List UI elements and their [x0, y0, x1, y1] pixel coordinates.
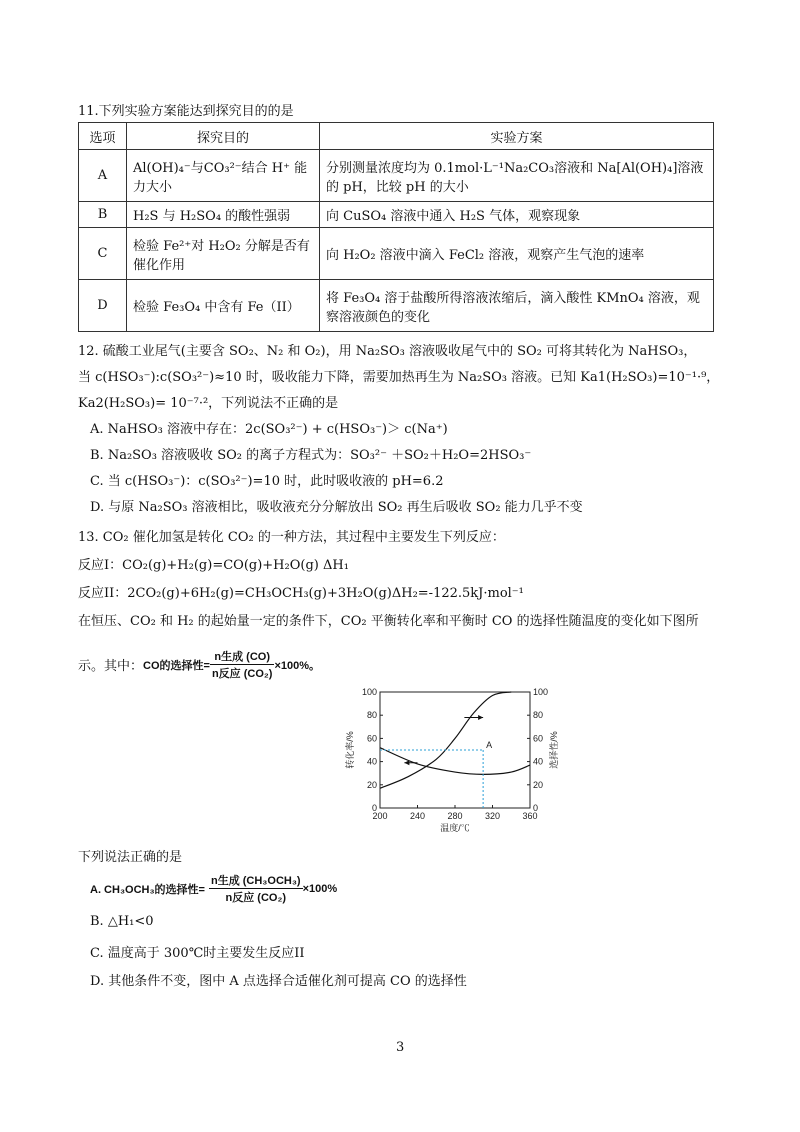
y-tick-label-right: 20 — [533, 779, 544, 790]
y-tick-label-right: 40 — [533, 756, 544, 767]
table-row — [79, 228, 714, 280]
x-tick-label: 360 — [522, 811, 538, 821]
row-goal: 检验 Fe₃O₄ 中含有 Fe（II） — [127, 280, 320, 332]
row-plan: 向 CuSO₄ 溶液中通入 H₂S 气体，观察现象 — [320, 202, 714, 228]
q12-option-d: D. 与原 Na₂SO₃ 溶液相比，吸收液充分分解放出 SO₂ 再生后吸收 SO₂ 能力几乎不变 — [90, 500, 583, 515]
row-plan: 将 Fe₃O₄ 溶于盐酸所得溶液浓缩后，滴入酸性 KMnO₄ 溶液，观察溶液颜色的变化 — [320, 280, 714, 332]
row-goal: H₂S 与 H₂SO₄ 的酸性强弱 — [127, 202, 320, 228]
plot-frame — [380, 692, 530, 808]
q11-stem: 11.下列实验方案能达到探究目的的是 — [78, 104, 294, 119]
y-tick-label-left: 100 — [361, 687, 377, 697]
q12-option-b: B. Na₂SO₃ 溶液吸收 SO₂ 的离子方程式为：SO₃²⁻ ＋SO₂＋H₂O=2HSO₃⁻ — [90, 448, 532, 463]
arrow-left-icon — [404, 760, 409, 765]
y-tick-label-right: 100 — [533, 687, 549, 697]
q13-definition — [78, 648, 320, 681]
y-tick-label-right: 0 — [533, 803, 539, 813]
q13-option-c: C. 温度高于 300℃时主要发生反应II — [90, 946, 305, 961]
q12-line1: 12. 硫酸工业尾气(主要含 SO₂、N₂ 和 O₂)，用 Na₂SO₃ 溶液吸收尾气中的 SO₂ 可将其转化为 NaHSO₃， — [78, 344, 697, 359]
col-header-plan: 实验方案 — [320, 123, 714, 150]
fraction-numerator: n生成 (CO) — [210, 648, 275, 665]
row-option: B — [79, 202, 127, 228]
row-option: C — [79, 228, 127, 280]
fraction-denominator: n反应 (CO₂) — [225, 892, 287, 904]
y-tick-label-left: 40 — [366, 756, 377, 767]
row-option: D — [79, 280, 127, 332]
x-tick-label: 200 — [372, 811, 388, 821]
row-plan: 向 H₂O₂ 溶液中滴入 FeCl₂ 溶液，观察产生气泡的速率 — [320, 228, 714, 280]
y-tick-label-left: 0 — [371, 803, 377, 813]
col-header-goal: 探究目的 — [127, 123, 320, 150]
y-axis-label-right: 选择性/% — [549, 731, 559, 769]
series-line-valley — [380, 748, 530, 775]
q13-prompt: 下列说法正确的是 — [78, 850, 183, 865]
q12-option-a: A. NaHSO₃ 溶液中存在：2c(SO₃²⁻) + c(HSO₃⁻)＞ c(Na⁺) — [90, 422, 448, 437]
q12-option-c: C. 当 c(HSO₃⁻)：c(SO₃²⁻)=10 时，此时吸收液的 pH=6.2 — [90, 474, 444, 489]
y-tick-label-right: 60 — [533, 733, 544, 744]
y-axis-label-left: 转化率/% — [345, 731, 355, 769]
q13-stem: 13. CO₂ 催化加氢是转化 CO₂ 的一种方法，其过程中主要发生下列反应： — [78, 530, 505, 545]
arrow-right-icon — [478, 715, 483, 720]
q13-option-d: D. 其他条件不变，图中 A 点选择合适催化剂可提高 CO 的选择性 — [90, 974, 467, 989]
option-a-label: A. CH₃OCH₃的选择性= — [90, 883, 205, 896]
definition-prefix: 示。其中： — [78, 659, 144, 674]
definition-suffix: ×100%。 — [274, 659, 321, 672]
q13-reaction-2: 反应II：2CO₂(g)+6H₂(g)=CH₃OCH₃(g)+3H₂O(g)ΔH₂=-122.5kJ·mol⁻¹ — [78, 586, 524, 601]
page-number: 3 — [396, 1040, 405, 1055]
x-tick-label: 240 — [409, 811, 426, 821]
y-tick-label-left: 80 — [366, 710, 377, 721]
x-tick-label: 280 — [447, 811, 463, 821]
table-header-row — [79, 123, 714, 150]
fraction-numerator: n生成 (CH₃OCH₃) — [209, 872, 303, 889]
fraction-denominator: n反应 (CO₂) — [211, 668, 273, 680]
table-row — [79, 280, 714, 332]
q13-condition: 在恒压、CO₂ 和 H₂ 的起始量一定的条件下，CO₂ 平衡转化率和平衡时 CO 的选择性随温度的变化如下图所 — [78, 614, 699, 629]
co2-chart — [340, 680, 570, 840]
q13-option-a — [90, 872, 337, 905]
option-a-fraction — [209, 872, 303, 905]
table-row — [79, 150, 714, 202]
y-tick-label-right: 80 — [533, 710, 544, 721]
x-tick-label: 320 — [484, 811, 501, 821]
point-a-label: A — [486, 740, 493, 750]
x-axis-label: 温度/℃ — [440, 823, 470, 833]
row-goal: Al(OH)₄⁻与CO₃²⁻结合 H⁺ 能力大小 — [127, 150, 320, 202]
q13-reaction-1: 反应I：CO₂(g)+H₂(g)=CO(g)+H₂O(g) ΔH₁ — [78, 558, 349, 573]
q13-option-b: B. △H₁<0 — [90, 914, 154, 929]
table-row — [79, 202, 714, 228]
q12-line2: 当 c(HSO₃⁻):c(SO₃²⁻)≈10 时，吸收能力下降，需要加热再生为 Na₂SO₃ 溶液。已知 Ka1(H₂SO₃)=10⁻¹·⁹， — [78, 370, 720, 385]
definition-fraction — [210, 648, 275, 681]
option-a-suffix: ×100% — [302, 882, 338, 895]
definition-label: CO的选择性= — [143, 659, 210, 672]
row-option: A — [79, 150, 127, 202]
q11-table — [78, 122, 714, 332]
y-tick-label-left: 20 — [366, 779, 377, 790]
row-goal: 检验 Fe²⁺对 H₂O₂ 分解是否有催化作用 — [127, 228, 320, 280]
q12-line3: Ka2(H₂SO₃)= 10⁻⁷·²，下列说法不正确的是 — [78, 396, 339, 411]
y-tick-label-left: 60 — [366, 733, 377, 744]
row-plan: 分别测量浓度均为 0.1mol·L⁻¹Na₂CO₃溶液和 Na[Al(OH)₄]溶液的 pH，比较 pH 的大小 — [320, 150, 714, 202]
col-header-option: 选项 — [79, 123, 127, 150]
